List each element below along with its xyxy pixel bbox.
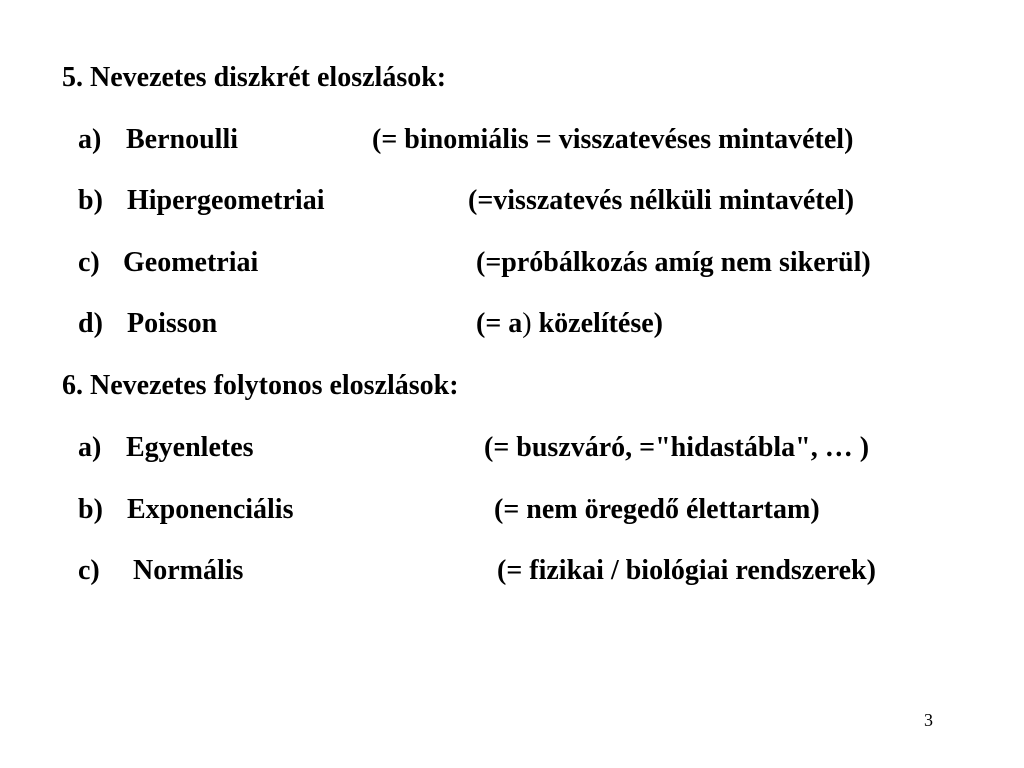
item-desc-normalis: (= fizikai / biológiai rendszerek) (497, 555, 876, 586)
item-letter: a) (78, 124, 102, 155)
item-desc-bernoulli: (= binomiális = visszatevéses mintavétel) (372, 124, 854, 155)
desc-part: (= a (476, 308, 523, 339)
item-name-bernoulli: Bernoulli (126, 124, 239, 155)
item-name-poisson: Poisson (127, 308, 218, 339)
item-desc-poisson (476, 308, 663, 340)
item-letter: c) (78, 555, 100, 586)
item-desc-geometriai: (=próbálkozás amíg nem sikerül) (476, 247, 871, 278)
item-name-exponencialis: Exponenciális (127, 494, 294, 525)
item-letter: b) (78, 494, 103, 525)
section-5-heading: 5. Nevezetes diszkrét eloszlások: (62, 62, 447, 93)
item-name-normalis: Normális (133, 555, 244, 586)
item-desc-egyenletes: (= buszváró, ="hidastábla", … ) (484, 432, 870, 463)
item-letter: a) (78, 432, 102, 463)
item-name-egyenletes: Egyenletes (126, 432, 254, 463)
item-letter: d) (78, 308, 103, 339)
item-name-geometriai: Geometriai (123, 247, 259, 278)
item-letter: c) (78, 247, 100, 278)
page-number: 3 (924, 710, 933, 730)
section-6-heading: 6. Nevezetes folytonos eloszlások: (62, 370, 459, 401)
item-desc-exponencialis: (= nem öregedő élettartam) (494, 494, 820, 525)
desc-part: közelítése) (531, 308, 663, 339)
item-letter: b) (78, 185, 103, 216)
item-desc-hipergeometriai: (=visszatevés nélküli mintavétel) (468, 185, 855, 216)
desc-ref-paren: ) (522, 308, 532, 339)
item-name-hipergeometriai: Hipergeometriai (127, 185, 325, 216)
